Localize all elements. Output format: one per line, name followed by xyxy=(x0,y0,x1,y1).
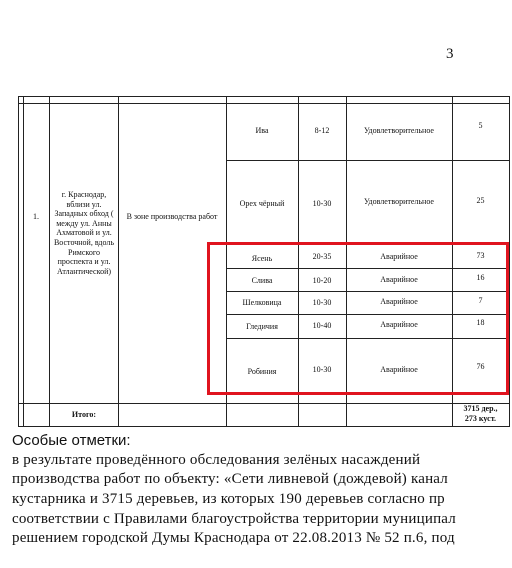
count-cell: 73 xyxy=(476,251,485,260)
highlight-box xyxy=(207,242,509,395)
diameter-cell: 10-40 xyxy=(312,321,332,330)
address-cell: г. Краснодар, вблизи ул. Западных обход ( между ул. Анны Ахматовой и ул. Восточной, вдоль Римского проспекта и ул. Атлантической) xyxy=(53,190,115,276)
table-rule xyxy=(226,160,509,161)
species-cell: Робиния xyxy=(247,367,277,376)
condition-cell: Аварийное xyxy=(380,365,418,374)
count-cell: 16 xyxy=(476,273,485,282)
species-cell: Шелковица xyxy=(242,298,282,307)
page-number: 3 xyxy=(446,46,454,62)
notes-line: кустарника и 3715 деревьев, из которых 190 деревьев согласно пр xyxy=(12,491,445,507)
table-rule xyxy=(18,103,509,104)
table-rule xyxy=(118,96,119,427)
condition-cell: Аварийное xyxy=(380,252,418,261)
notes-heading: Особые отметки: xyxy=(12,432,131,449)
diameter-cell: 20-35 xyxy=(312,252,332,261)
count-cell: 25 xyxy=(476,196,485,205)
species-cell: Ива xyxy=(255,126,269,135)
zone-cell: В зоне производства работ xyxy=(126,212,218,221)
diameter-cell: 10-20 xyxy=(312,276,332,285)
count-cell: 18 xyxy=(476,318,485,327)
species-cell: Гледичия xyxy=(246,322,278,331)
count-cell: 76 xyxy=(476,362,485,371)
table-rule xyxy=(18,96,509,97)
table-rule xyxy=(18,96,19,427)
condition-cell: Аварийное xyxy=(380,320,418,329)
notes-line: в результате проведённого обследования зелёных насаждений xyxy=(12,452,421,468)
species-cell: Ясень xyxy=(251,254,273,263)
condition-cell: Удовлетворительное xyxy=(364,197,434,206)
count-cell: 7 xyxy=(478,296,483,305)
condition-cell: Аварийное xyxy=(380,297,418,306)
total-trees: 3715 дер., xyxy=(463,404,498,413)
diameter-cell: 8-12 xyxy=(314,126,330,135)
diameter-cell: 10-30 xyxy=(312,298,332,307)
table-rule xyxy=(49,96,50,427)
table-rule xyxy=(18,403,509,404)
species-cell: Слива xyxy=(251,276,273,285)
diameter-cell: 10-30 xyxy=(312,199,332,208)
row-number: 1. xyxy=(33,212,39,221)
notes-line: производства работ по объекту: «Сети ливневой (дождевой) канал xyxy=(12,471,448,487)
notes-line: соответствии с Правилами благоустройства территории муниципал xyxy=(12,511,456,527)
total-label: Итого: xyxy=(71,410,97,419)
condition-cell: Удовлетворительное xyxy=(364,126,434,135)
table-rule xyxy=(509,96,510,427)
table-rule xyxy=(18,426,509,427)
condition-cell: Аварийное xyxy=(380,275,418,284)
total-shrubs: 273 куст. xyxy=(464,414,497,423)
notes-line: решением городской Думы Краснодара от 22.08.2013 № 52 п.6, под xyxy=(12,530,455,546)
diameter-cell: 10-30 xyxy=(312,365,332,374)
count-cell: 5 xyxy=(478,121,483,130)
species-cell: Орех чёрный xyxy=(239,199,285,208)
table-rule xyxy=(23,96,24,427)
